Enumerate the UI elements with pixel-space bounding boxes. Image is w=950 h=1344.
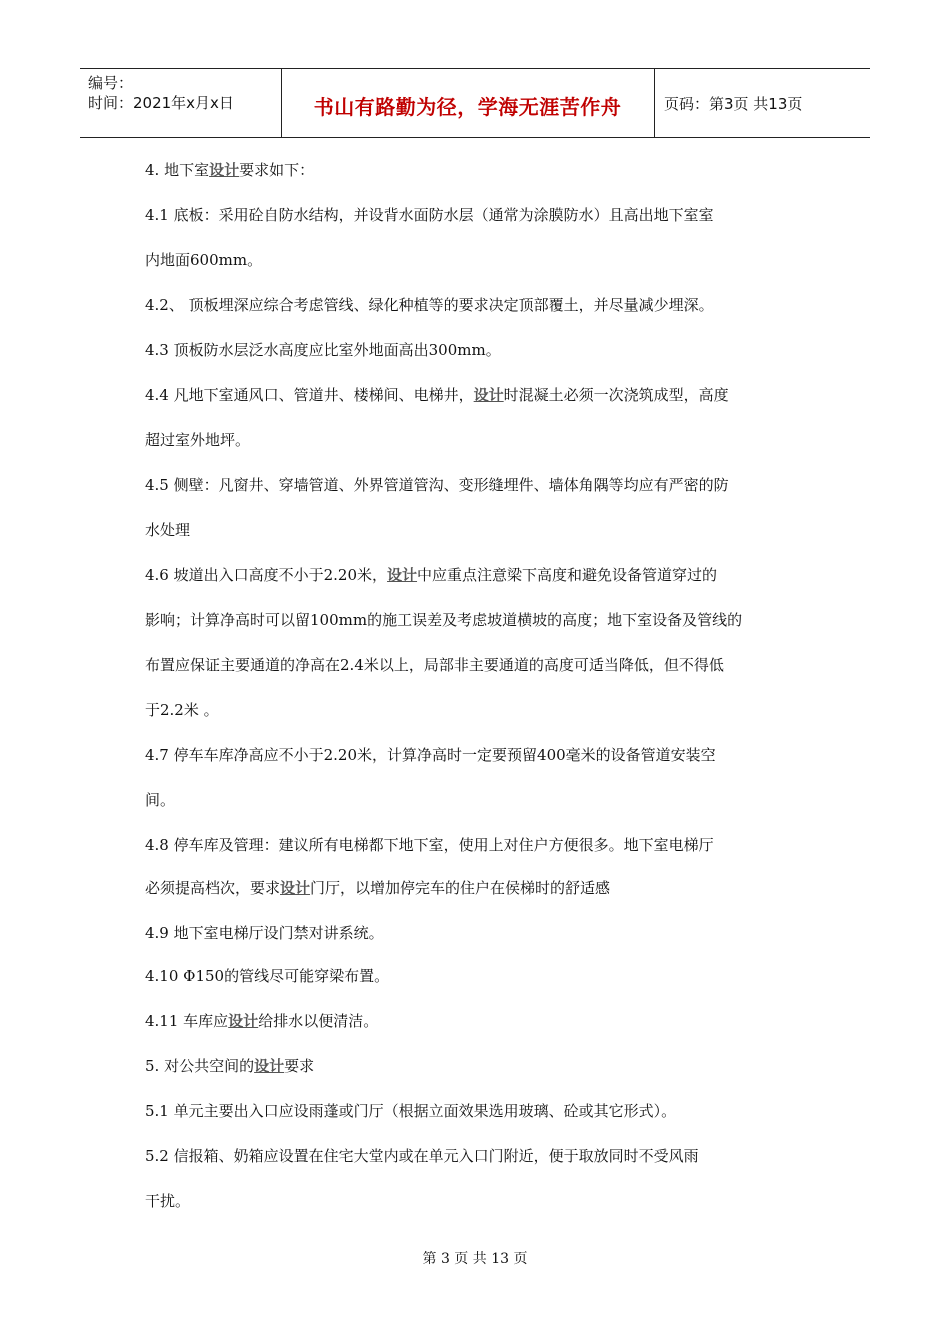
- body-text: 中应重点注意梁下高度和避免设备管道穿过的: [417, 566, 718, 584]
- header-page-cell: [654, 69, 870, 137]
- body-text: 水处理: [145, 521, 191, 539]
- body-line: [145, 520, 190, 540]
- body-text: 4.4 凡地下室通风口、管道井、楼梯间、电梯井，: [145, 386, 474, 404]
- body-text: 4.7 停车车库净高应不小于2.20米，计算净高时一定要预留400毫米的设备管道安装空: [145, 746, 716, 764]
- body-text: 4.1 底板：采用砼自防水结构，并设背水面防水层（通常为涂膜防水）且高出地下室室: [145, 206, 714, 224]
- body-line: [145, 250, 262, 270]
- body-text: 给排水以便清洁。: [258, 1012, 379, 1030]
- body-line: [145, 205, 714, 225]
- body-text: 4.6 坡道出入口高度不小于2.20米，: [145, 566, 388, 584]
- header-motto: 书山有路勤为径，学海无涯苦作舟: [313, 95, 622, 119]
- body-text: 4.2、 顶板埋深应综合考虑管线、绿化种植等的要求决定顶部覆土，并尽量减少埋深。: [145, 296, 714, 314]
- body-line: [145, 610, 742, 630]
- body-line: [145, 923, 384, 943]
- header-motto-cell: [281, 69, 655, 137]
- body-text: 门厅，以增加停完车的住户在侯梯时的舒适感: [310, 879, 611, 897]
- document-number-label: 编号：: [88, 74, 134, 92]
- body-text: 要求如下：: [239, 161, 315, 179]
- document-date-label: 时间：2021年x月x日: [88, 94, 234, 112]
- body-text: 4.5 侧壁：凡窗井、穿墙管道、外界管道管沟、变形缝埋件、墙体角隅等均应有严密的防: [145, 476, 729, 494]
- body-line: [145, 430, 250, 450]
- design-link[interactable]: 设计: [387, 566, 418, 584]
- body-line: [145, 295, 714, 315]
- body-line: [145, 835, 714, 855]
- body-line: [145, 700, 219, 720]
- body-line: [145, 745, 716, 765]
- body-text: 要求: [284, 1057, 315, 1075]
- body-text: 超过室外地坪。: [145, 431, 251, 449]
- body-line: [145, 340, 501, 360]
- body-text: 4.8 停车库及管理：建议所有电梯都下地下室，使用上对住户方便很多。地下室电梯厅: [145, 836, 714, 854]
- body-line: [145, 160, 314, 180]
- body-line: [145, 1011, 378, 1031]
- body-text: 干扰。: [145, 1192, 191, 1210]
- design-link[interactable]: 设计: [209, 161, 240, 179]
- body-line: [145, 1101, 676, 1121]
- design-link[interactable]: 设计: [228, 1012, 259, 1030]
- body-line: [145, 385, 729, 405]
- body-line: [145, 966, 389, 986]
- body-text: 5.1 单元主要出入口应设雨蓬或门厅（根据立面效果选用玻璃、砼或其它形式）。: [145, 1102, 677, 1120]
- header-info-cell: [80, 69, 282, 137]
- body-text: 4.11 车库应: [145, 1012, 229, 1030]
- body-text: 影响；计算净高时可以留100mm的施工误差及考虑坡道横坡的高度；地下室设备及管线的: [145, 611, 743, 629]
- body-line: [145, 1056, 314, 1076]
- body-line: [145, 655, 724, 675]
- header-page-info: 页码：第3页 共13页: [664, 95, 803, 113]
- body-text: 4.3 顶板防水层泛水高度应比室外地面高出300mm。: [145, 341, 501, 359]
- body-text: 必须提高档次，要求: [145, 879, 281, 897]
- body-text: 4. 地下室: [145, 161, 210, 179]
- body-line: [145, 475, 729, 495]
- body-text: 5.2 信报箱、奶箱应设置在住宅大堂内或在单元入口门附近，便于取放同时不受风雨: [145, 1147, 699, 1165]
- body-text: 4.9 地下室电梯厅设门禁对讲系统。: [145, 924, 384, 942]
- document-header: [80, 68, 870, 138]
- page-footer: 第 3 页 共 13 页: [422, 1251, 528, 1267]
- design-link[interactable]: 设计: [254, 1057, 285, 1075]
- body-text: 内地面600mm。: [145, 251, 263, 269]
- body-text: 间。: [145, 791, 176, 809]
- design-link[interactable]: 设计: [473, 386, 504, 404]
- body-text: 时混凝土必须一次浇筑成型，高度: [503, 386, 729, 404]
- body-text: 4.10 Φ150的管线尽可能穿梁布置。: [145, 967, 390, 985]
- body-text: 于2.2米 。: [145, 701, 219, 719]
- body-text: 5. 对公共空间的: [145, 1057, 255, 1075]
- body-text: 布置应保证主要通道的净高在2.4米以上，局部非主要通道的高度可适当降低，但不得低: [145, 656, 724, 674]
- body-line: [145, 565, 717, 585]
- design-link[interactable]: 设计: [280, 879, 311, 897]
- body-line: [145, 1146, 699, 1166]
- body-line: [145, 790, 175, 810]
- body-line: [145, 1191, 190, 1211]
- body-line: [145, 878, 610, 898]
